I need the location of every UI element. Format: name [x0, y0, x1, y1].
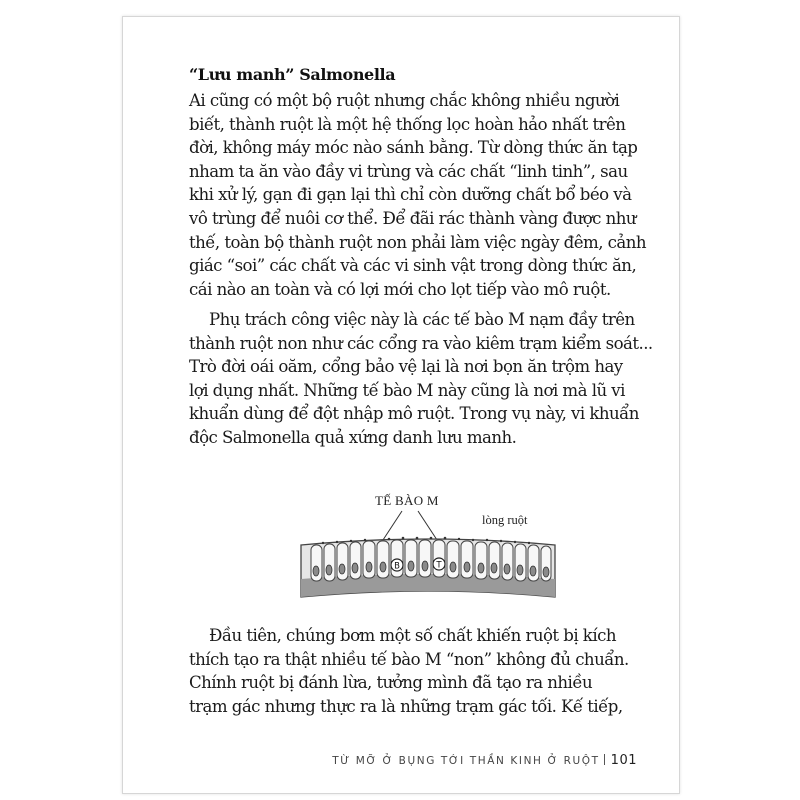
text-line: thành ruột non như các cổng ra vào kiêm trạm kiểm soát... — [189, 333, 653, 353]
text-line: khi xử lý, gạn đi gạn lại thì chỉ còn dưỡng chất bổ béo và — [189, 185, 632, 205]
paragraph-2 — [189, 308, 653, 450]
m-cell-illustration — [293, 479, 563, 609]
text-line: Phụ trách công việc này là các tế bào M nạm đầy trên — [209, 310, 635, 329]
text-line: Đầu tiên, chúng bơm một số chất khiến ruột bị kích — [209, 626, 616, 645]
page-footer — [332, 753, 637, 768]
text-line: thích tạo ra thật nhiều tế bào M “non” không đủ chuẩn. — [189, 649, 629, 669]
text-line: trạm gác nhưng thực ra là những trạm gác tối. Kế tiếp, — [189, 696, 623, 716]
text-line: độc Salmonella quả xứng danh lưu manh. — [189, 427, 517, 447]
text-line: Chính ruột bị đánh lừa, tưởng mình đã tạo ra nhiều — [189, 673, 593, 693]
text-line: Trò đời oái oăm, cổng bảo vệ lại là nơi bọn ăn trộm hay — [189, 357, 623, 377]
lumen-label: lòng ruột — [482, 513, 528, 527]
t-cell-marker: T — [436, 560, 442, 571]
text-line: vô trùng để nuôi cơ thể. Để đãi rác thành vàng được như — [189, 208, 637, 228]
text-line: cái nào an toàn và có lợi mới cho lọt tiếp vào mô ruột. — [189, 279, 611, 299]
text-line: khuẩn dùng để đột nhập mô ruột. Trong vụ này, vi khuẩn — [189, 404, 639, 424]
text-line: lợi dụng nhất. Những tế bào M này cũng là nơi mà lũ vi — [189, 380, 625, 400]
b-cell-marker: B — [394, 561, 400, 572]
text-line: nham ta ăn vào đầy vi trùng và các chất “linh tinh”, sau — [189, 161, 628, 181]
text-line: thế, toàn bộ thành ruột non phải làm việc ngày đêm, cảnh — [189, 232, 647, 252]
text-line: Ai cũng có một bộ ruột nhưng chắc không nhiều người — [189, 91, 620, 110]
text-line: giác “soi” các chất và các vi sinh vật trong dòng thức ăn, — [189, 256, 637, 276]
paragraph-1 — [189, 89, 647, 301]
text-line: biết, thành ruột là một hệ thống lọc hoàn hảo nhất trên — [189, 114, 626, 134]
section-heading: “Lưu manh” Salmonella — [189, 65, 396, 84]
m-cell-label: TẾ BÀO M — [375, 493, 439, 508]
footer-divider — [604, 754, 605, 765]
book-page — [122, 16, 680, 794]
running-title: TỪ MỠ Ở BỤNG TỚI THẦN KINH Ở RUỘT — [332, 755, 600, 767]
page-number: 101 — [610, 753, 637, 768]
paragraph-3 — [189, 624, 629, 718]
text-line: đời, không máy móc nào sánh bằng. Từ dòng thức ăn tạp — [189, 138, 638, 158]
